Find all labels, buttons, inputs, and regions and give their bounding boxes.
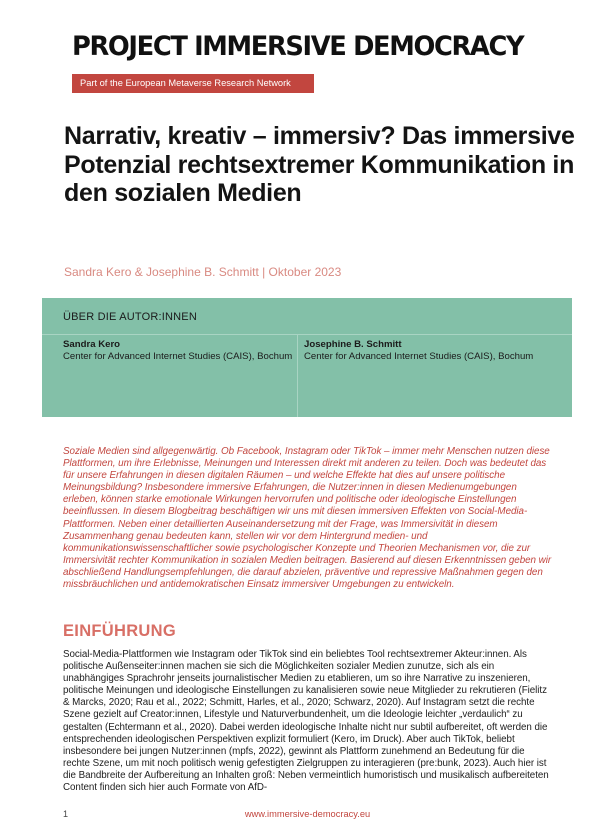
author-affiliation: Center for Advanced Internet Studies (CAIS), Bochum bbox=[304, 351, 534, 362]
authors-divider-horizontal bbox=[42, 334, 572, 335]
author-name: Josephine B. Schmitt bbox=[304, 339, 402, 350]
page-number: 1 bbox=[63, 809, 69, 819]
section-heading: EINFÜHRUNG bbox=[63, 622, 176, 640]
article-title: Narrativ, kreativ – immersiv? Das immersive Potenzial rechtsextremer Kommunikation in den sozialen Medien bbox=[64, 122, 575, 207]
author-name: Sandra Kero bbox=[63, 339, 121, 350]
footer-url-link[interactable]: www.immersive-democracy.eu bbox=[244, 809, 371, 819]
abstract: Soziale Medien sind allgegenwärtig. Ob Facebook, Instagram oder TikTok – immer mehr Menschen nutzen diese Plattformen, um ihre Erlebnisse, Meinungen und Interessen direkt mit anderen zu teilen. Doch was bedeutet das für unsere Erfahrungen in diesen digitalen Räumen – und welche Effekte hat dies auf unsere politische Meinungsbildung? Insbesondere immersive Erfahrungen, die Nutzer:innen in diesen Medienumgebungen erleben, können starke emotionale Wirkungen hervorrufen und politische oder ideologische Einstellungen beeinflussen. In diesem Blogbeitrag beschäftigen wir uns mit diesen immersiven Effekten von Social-Media-Plattformen. Neben einer detaillierten Auseinandersetzung mit der Frage, was Immersivität in diesem Zusammenhang genau bedeuten kann, stellen wir vor dem Hintergrund medien- und kommunikationswissenschaftlicher sowie psychologischer Konzepte und Theorien Mechanismen vor, die zur Immersivität rechter Kommunikation in sozialen Medien beitragen. Basierend auf diesen Erkenntnissen geben wir abschließend Handlungsempfehlungen, die darauf abzielen, präventive und repressive Maßnahmen gegen den missbräuchlichen und antidemokratischen Einsatz immersiver Umgebungen zu entwickeln. bbox=[63, 446, 552, 591]
brand-tagline: Part of the European Metaverse Research Network bbox=[72, 74, 314, 93]
authors-heading: ÜBER DIE AUTOR:INNEN bbox=[63, 311, 197, 323]
section-body: Social-Media-Plattformen wie Instagram oder TikTok sind ein beliebtes Tool rechtsextremer Akteur:innen. Als politische Außenseiter:innen machen sie sich die Möglichkeiten sozialer Medien zunutze, sich als ein unabhängiges Sprachrohr jenseits journalistischer Medien zu etablieren, um so ihre Narrative zu inszenieren, politische Meinungen und ideologische Einstellungen zu kanalisieren sowie neue Mitglieder zu rekrutieren (Fielitz & Marcks, 2020; Rau et al., 2022; Schmitt, Harles, et al., 2020; Schwarz, 2020). Auf Instagram setzt die rechte Szene gezielt auf Creator:innen, Lifestyle und Naturverbundenheit, um die Ideologie leichter „verdaulich“ zu gestalten (Echtermann et al., 2020). Dabei werden ideologische Inhalte nicht nur subtil aufbereitet, oft werden die entsprechenden ideologischen Perspektiven explizit formuliert (Kero, im Druck). Aber auch TikTok, beliebt insbesondere bei jungen Nutzer:innen (mpfs, 2022), gewinnt als Plattform zunehmend an Bedeutung für die rechte Szene, um mit noch politisch wenig gefestigten Zielgruppen zu interagieren (pre:bunk, 2023). Auch hier ist die Bandbreite der Aufbereitung an Inhalten groß: Neben vermeintlich humoristisch und musikalisch aufbereiteten Content finden sich hier auch Formate von AfD- bbox=[63, 649, 549, 794]
author-card bbox=[304, 339, 544, 363]
author-affiliation: Center for Advanced Internet Studies (CAIS), Bochum bbox=[63, 351, 293, 362]
authors-box bbox=[42, 298, 572, 417]
brand-title: PROJECT IMMERSIVE DEMOCRACY bbox=[72, 31, 524, 62]
article-byline: Sandra Kero & Josephine B. Schmitt | Oktober 2023 bbox=[64, 265, 342, 279]
author-card bbox=[63, 339, 303, 363]
